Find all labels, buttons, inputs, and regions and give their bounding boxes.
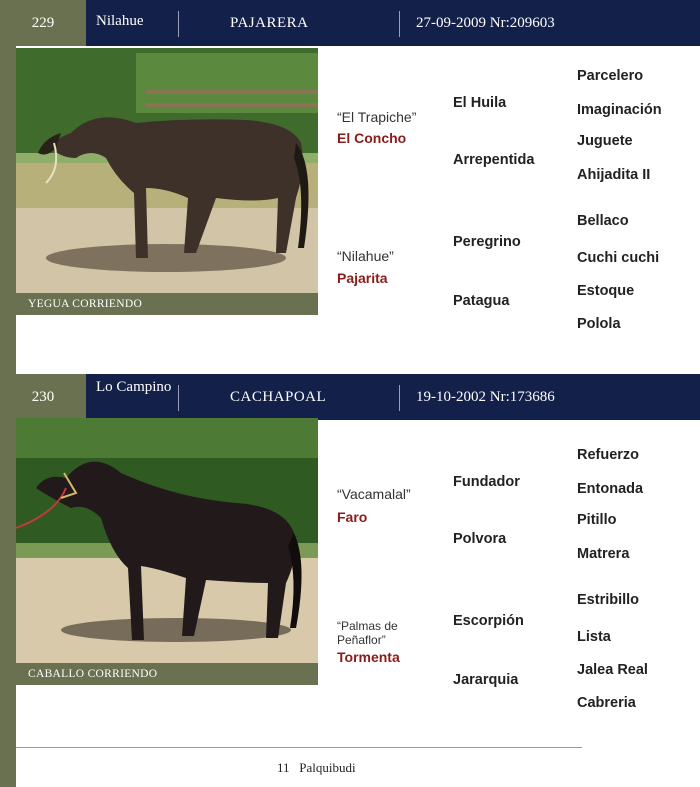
great-grandparent: Imaginación: [577, 102, 662, 118]
dam-name: Pajarita: [337, 270, 388, 286]
sire-name: El Concho: [337, 130, 407, 146]
horse-photo-illustration: [16, 418, 318, 663]
great-grandparent: Ahijadita II: [577, 167, 651, 183]
lot-info-bar: [86, 374, 700, 420]
grandparent-sire-dam: Arrepentida: [453, 152, 535, 168]
great-grandparent: Parcelero: [577, 68, 644, 84]
header-divider: [399, 385, 400, 411]
dam-breeder: “Palmas de Peñaflor”: [337, 619, 398, 647]
grandparent-sire-dam: Polvora: [453, 531, 507, 547]
sire-breeder: “El Trapiche”: [337, 109, 417, 125]
photo-caption: CABALLO CORRIENDO: [16, 663, 318, 685]
great-grandparent: Estoque: [577, 283, 635, 299]
lot-header: [0, 0, 700, 46]
great-grandparent: Juguete: [577, 133, 633, 149]
lot-info-bar: [86, 0, 700, 46]
page-footer: [277, 760, 356, 776]
great-grandparent: Refuerzo: [577, 447, 640, 463]
lot-card-230: [0, 374, 700, 747]
grandparent-dam-sire: Peregrino: [453, 234, 521, 250]
footer-name: Palquibudi: [299, 760, 356, 775]
region-name: PAJARERA: [230, 14, 309, 31]
sire-name: Faro: [337, 509, 368, 525]
great-grandparent: Jalea Real: [577, 662, 648, 678]
horse-photo: [16, 418, 318, 663]
great-grandparent: Cuchi cuchi: [577, 250, 660, 266]
lot-card-229: [0, 0, 700, 373]
grandparent-dam-dam: Patagua: [453, 293, 510, 309]
breeder-name: Lo Campino: [96, 379, 172, 395]
dam-name: Tormenta: [337, 649, 400, 665]
great-grandparent: Matrera: [577, 546, 630, 562]
great-grandparent: Polola: [577, 316, 621, 332]
grandparent-dam-dam: Jararquia: [453, 672, 519, 688]
grandparent-sire-sire: Fundador: [453, 474, 520, 490]
page-number: 11: [277, 760, 290, 775]
grandparent-dam-sire: Escorpión: [453, 613, 524, 629]
header-divider: [178, 11, 179, 37]
footer-divider: [16, 747, 582, 748]
great-grandparent: Pitillo: [577, 512, 617, 528]
photo-caption: YEGUA CORRIENDO: [16, 293, 318, 315]
great-grandparent: Cabreria: [577, 695, 636, 711]
region-name: CACHAPOAL: [230, 388, 327, 405]
lot-number: 230: [0, 374, 86, 420]
great-grandparent: Estribillo: [577, 592, 640, 608]
breeder-name: Nilahue: [96, 13, 144, 29]
header-divider: [178, 385, 179, 411]
birth-date-registration: 19-10-2002 Nr:173686: [416, 388, 555, 405]
lot-header: [0, 374, 700, 420]
lot-number: 229: [0, 0, 86, 46]
horse-photo: [16, 48, 318, 293]
birth-date-registration: 27-09-2009 Nr:209603: [416, 14, 555, 31]
horse-photo-illustration: [16, 48, 318, 293]
sire-breeder: “Vacamalal”: [337, 486, 411, 502]
great-grandparent: Lista: [577, 629, 611, 645]
header-divider: [399, 11, 400, 37]
great-grandparent: Bellaco: [577, 213, 629, 229]
dam-breeder: “Nilahue”: [337, 248, 394, 264]
grandparent-sire-sire: El Huila: [453, 95, 507, 111]
great-grandparent: Entonada: [577, 481, 644, 497]
